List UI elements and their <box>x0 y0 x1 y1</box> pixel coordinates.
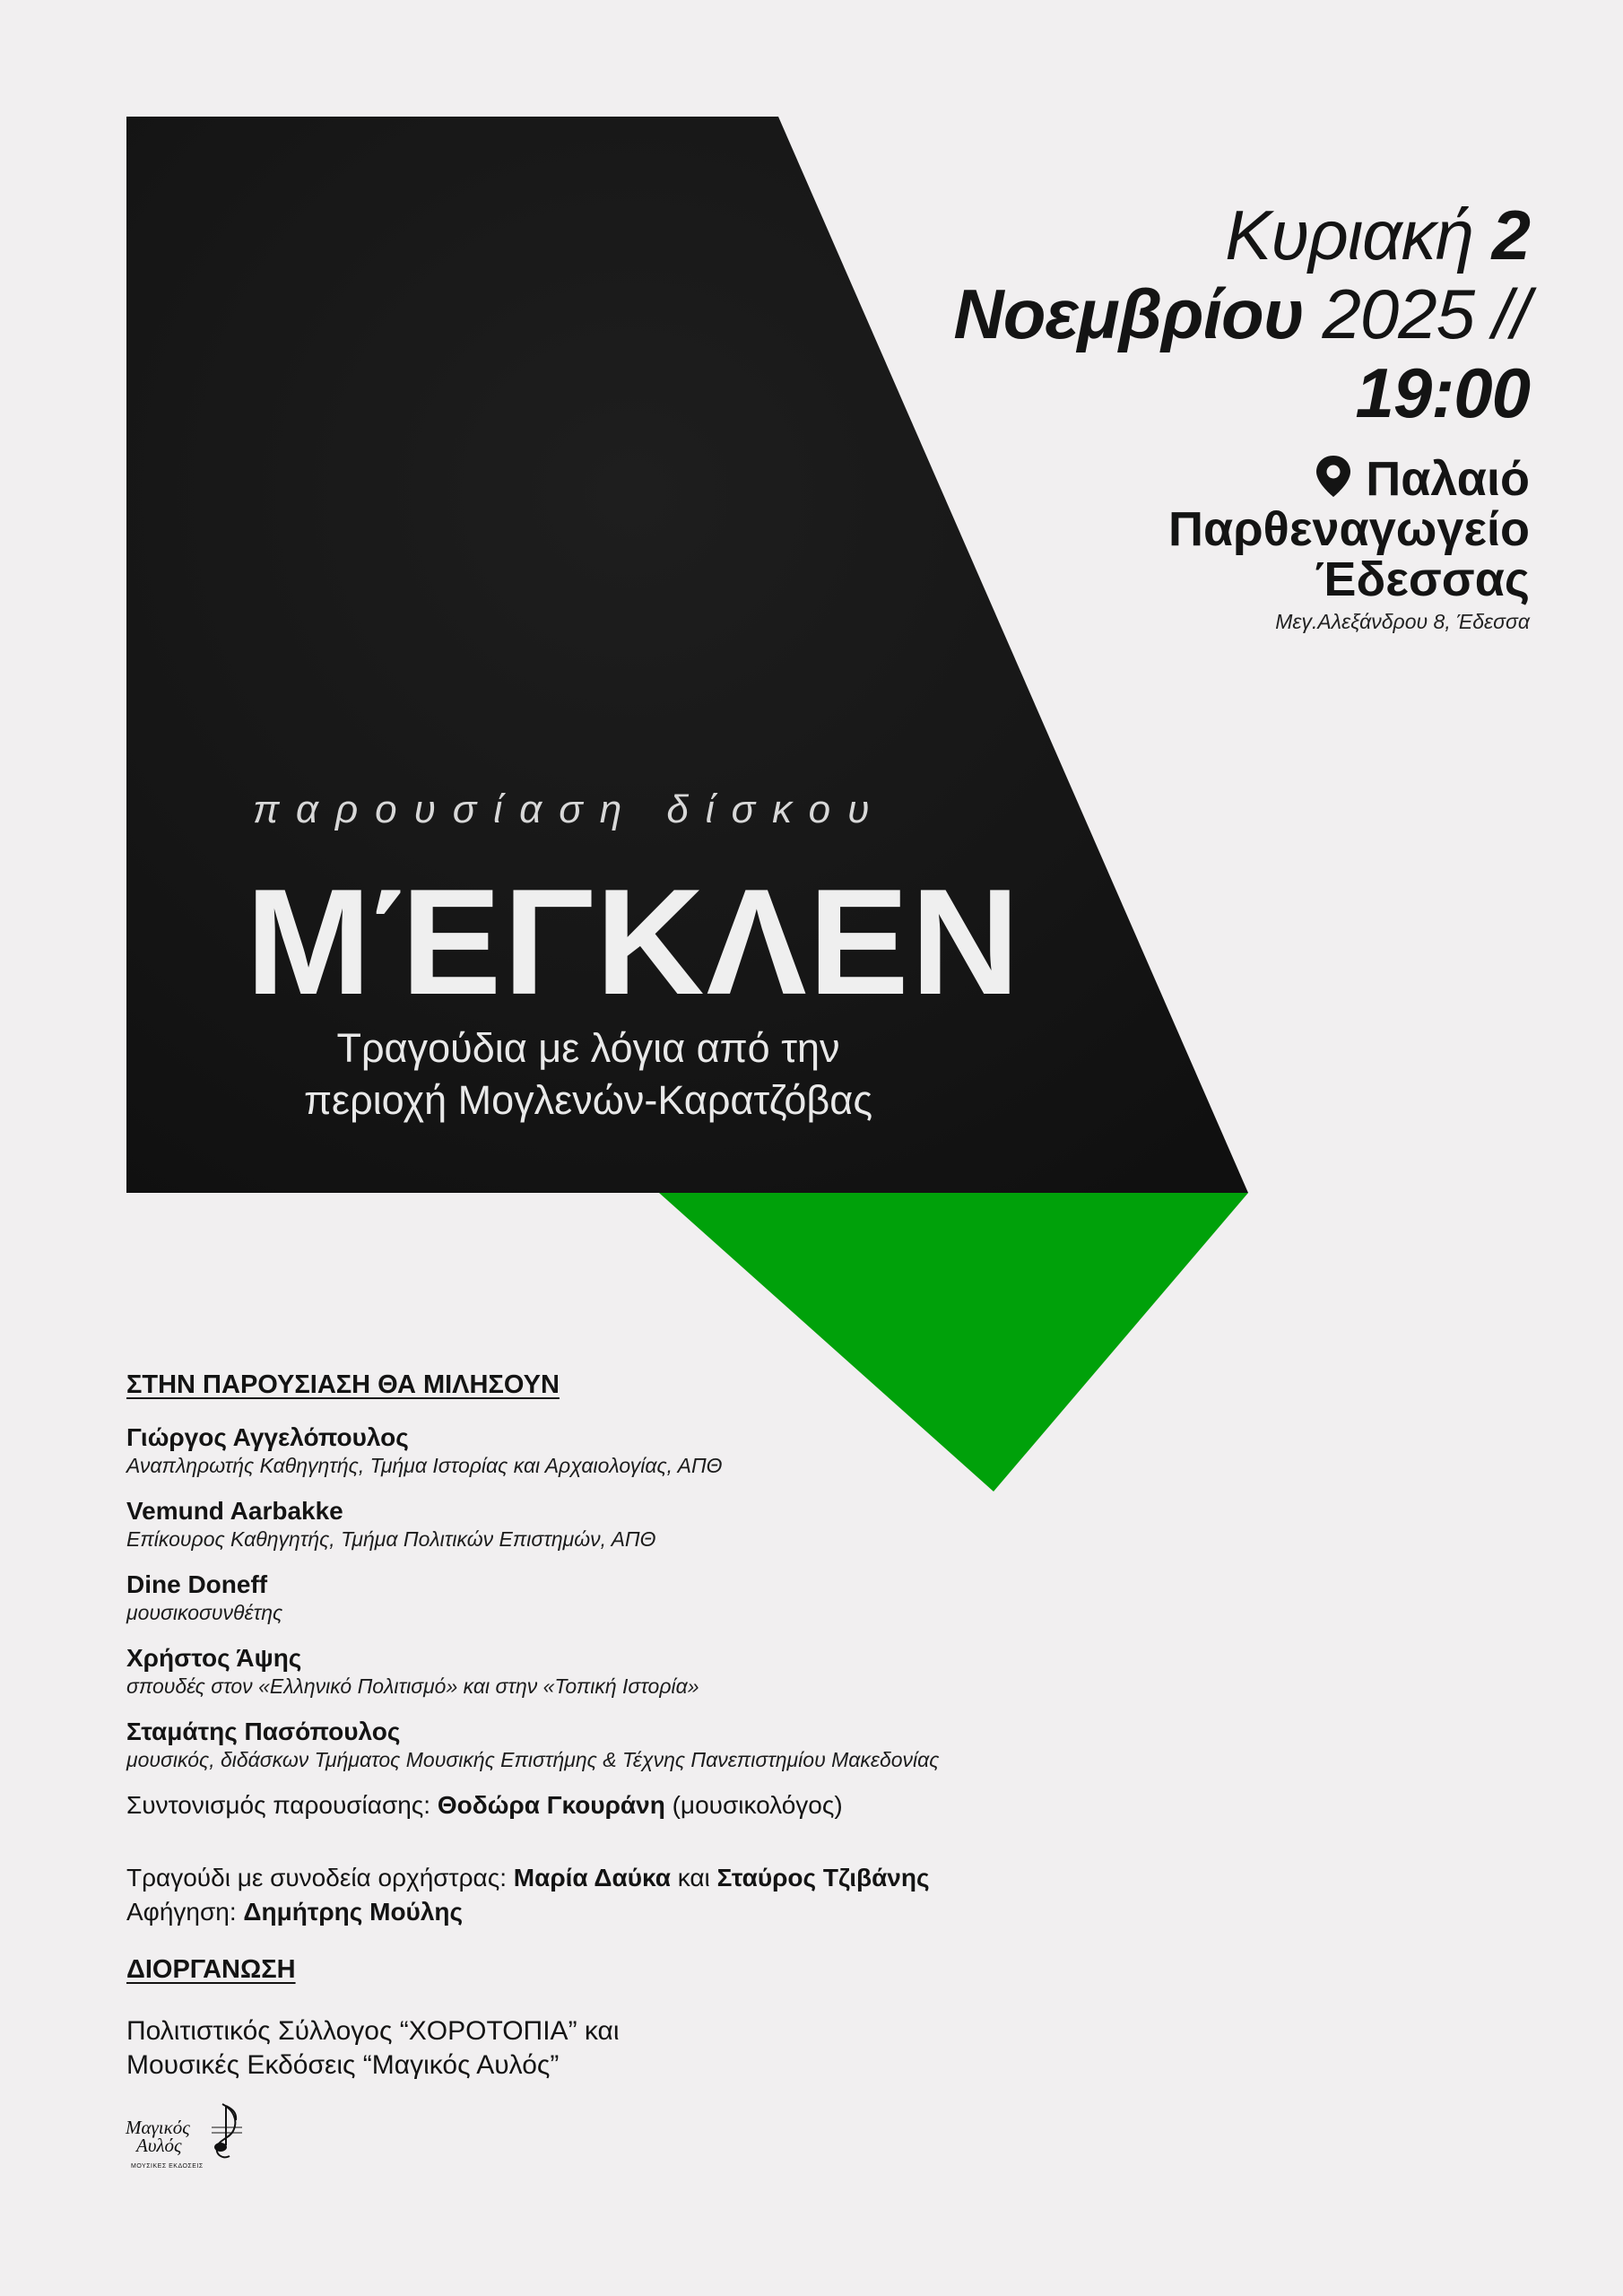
time: 19:00 <box>1355 353 1530 432</box>
narration-label: Αφήγηση: <box>126 1898 237 1926</box>
logo-line-2: Αυλός <box>136 2135 182 2156</box>
event-time <box>953 353 1530 432</box>
speaker-item <box>126 1717 1382 1790</box>
song-label: Τραγούδι με συνοδεία ορχήστρας: <box>126 1864 508 1892</box>
speaker-name: Γιώργος Αγγελόπουλος <box>126 1423 409 1451</box>
date-line-day <box>953 196 1530 274</box>
organizers <box>126 2014 620 2083</box>
date-venue-block <box>953 196 1530 634</box>
speaker-item <box>126 1496 1382 1570</box>
speaker-role: σπουδές στον «Ελληνικό Πολιτισμό» και στην «Τοπική Ιστορία» <box>126 1674 699 1698</box>
map-pin-icon <box>1314 454 1353 499</box>
album-tagline <box>0 1022 1176 1126</box>
organizer-1-name: Πολιτιστικός Σύλλογος “ΧΟΡΟΤΟΠΙΑ” <box>126 2016 577 2046</box>
weekday: Κυριακή <box>1225 196 1473 274</box>
speaker-name: Σταμάτης Πασόπουλος <box>126 1718 401 1745</box>
date-line-month <box>953 274 1530 353</box>
speaker-name: Χρήστος Άψης <box>126 1644 302 1672</box>
speaker-name: Dine Doneff <box>126 1570 268 1598</box>
tagline-line-2: περιοχή Μογλενών-Καρατζόβας <box>303 1077 873 1123</box>
organizer-1 <box>126 2014 620 2048</box>
speaker-item <box>126 1422 1382 1496</box>
speaker-role: μουσικός, διδάσκων Τμήματος Μουσικής Επιστήμης & Τέχνης Πανεπιστημίου Μακεδονίας <box>126 1748 940 1771</box>
album-title: ΜΈΓΚΛΕΝ <box>246 857 1021 1026</box>
narration-line <box>126 1898 463 1926</box>
month: Νοεμβρίου <box>953 274 1304 353</box>
singer-1: Μαρία Δαύκα <box>513 1864 671 1892</box>
singer-2: Σταύρος Τζιβάνης <box>716 1864 930 1892</box>
logo-line-3: ΜΟΥΣΙΚΕΣ ΕΚΔΟΣΕΙΣ <box>131 2163 204 2170</box>
coordination-line <box>126 1791 843 1820</box>
speakers-heading: ΣΤΗΝ ΠΑΡΟΥΣΙΑΣΗ ΘΑ ΜΙΛΗΣΟΥΝ <box>126 1370 560 1399</box>
day-number: 2 <box>1491 196 1530 274</box>
speaker-name: Vemund Aarbakke <box>126 1497 343 1525</box>
speaker-role: Αναπληρωτής Καθηγητής, Τμήμα Ιστορίας και Αρχαιολογίας, ΑΠΘ <box>126 1454 723 1477</box>
venue-line-2: Παρθεναγωγείο <box>1168 502 1530 556</box>
song-line <box>126 1864 930 1892</box>
speaker-role: μουσικοσυνθέτης <box>126 1601 283 1624</box>
coordination-role: (μουσικολόγος) <box>672 1791 843 1819</box>
venue-line-3: Έδεσσας <box>1315 552 1530 606</box>
speaker-item <box>126 1570 1382 1643</box>
logo-line-1: Μαγικός <box>126 2117 190 2138</box>
venue-name <box>953 454 1530 604</box>
narrator: Δημήτρης Μούλης <box>243 1898 464 1926</box>
coordination-label: Συντονισμός παρουσίασης: <box>126 1791 431 1819</box>
magikos-avlos-logo <box>124 2100 249 2181</box>
venue-line-1: Παλαιό <box>1366 452 1530 506</box>
speakers-list <box>126 1422 1382 1790</box>
speaker-role: Επίκουρος Καθηγητής, Τμήμα Πολιτικών Επιστημών, ΑΠΘ <box>126 1527 656 1551</box>
venue-address: Μεγ.Αλεξάνδρου 8, Έδεσσα <box>1275 610 1530 633</box>
speaker-item <box>126 1643 1382 1717</box>
organizer-1-suffix: και <box>584 2016 620 2046</box>
tagline-line-1: Τραγούδια με λόγια από την <box>336 1025 840 1071</box>
year: 2025 // <box>1322 274 1530 353</box>
album-kicker: παρουσίαση δίσκου <box>253 787 887 831</box>
music-note-icon <box>206 2100 247 2165</box>
organizer-2: Μουσικές Εκδόσεις “Μαγικός Αυλός” <box>126 2050 560 2080</box>
organization-heading: ΔΙΟΡΓΑΝΩΣΗ <box>126 1955 296 1984</box>
coordination-name: Θοδώρα Γκουράνη <box>437 1791 665 1819</box>
conjunction: και <box>677 1864 710 1892</box>
